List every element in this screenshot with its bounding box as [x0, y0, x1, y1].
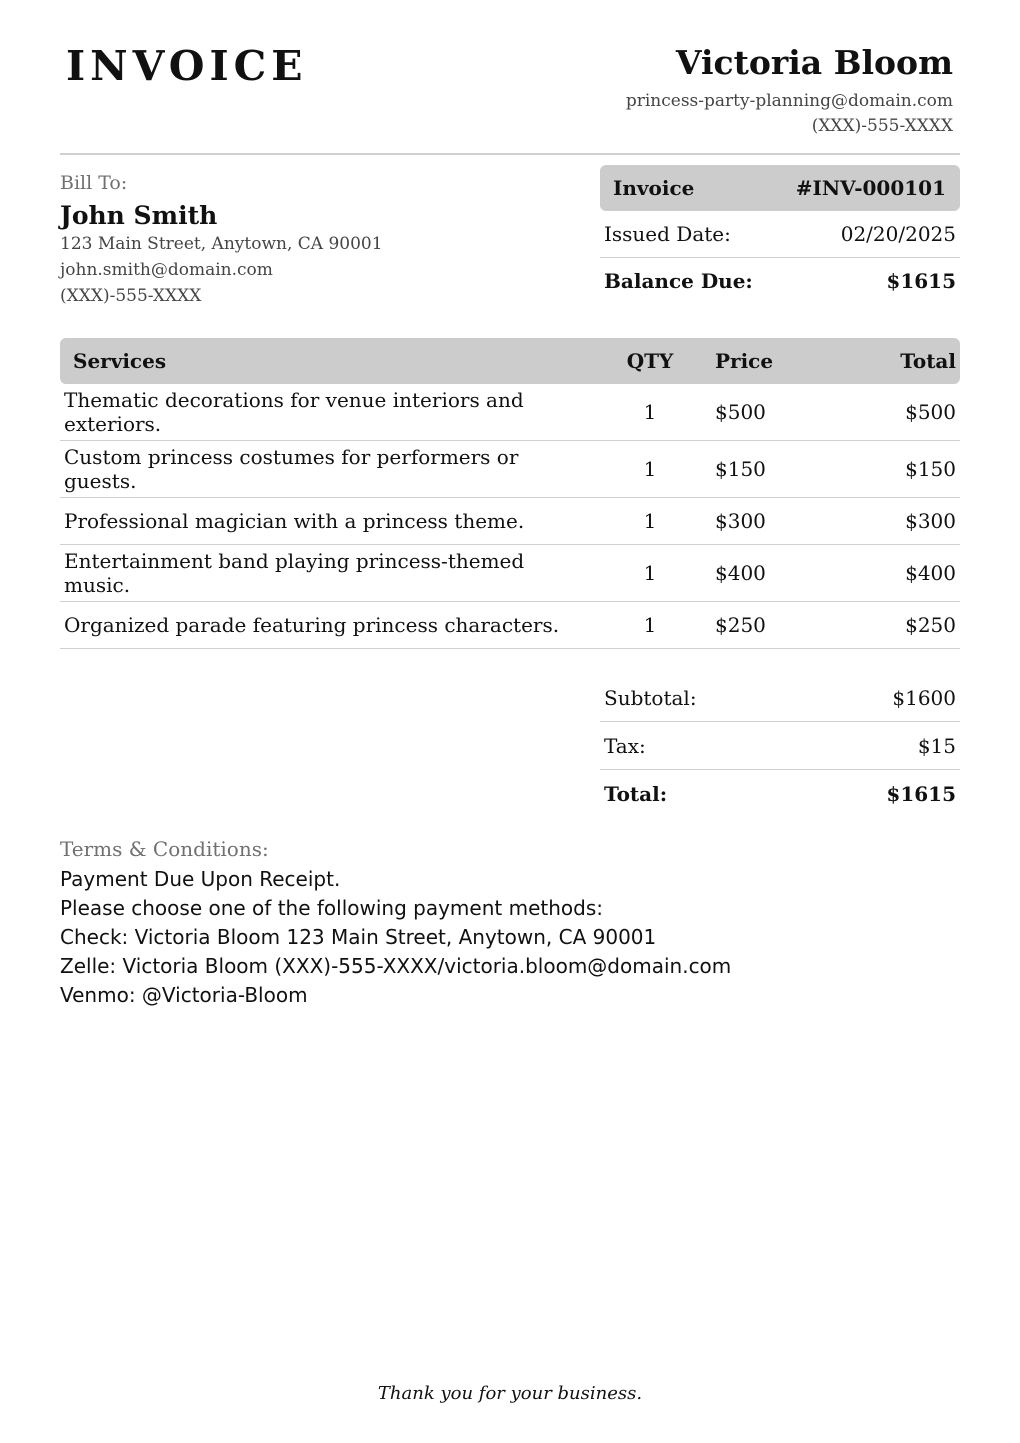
- balance-due-row: [600, 258, 960, 304]
- service-price: $400: [715, 561, 766, 585]
- service-qty: 1: [643, 509, 657, 533]
- service-qty: 1: [643, 457, 657, 481]
- terms-label: Terms & Conditions:: [60, 837, 269, 861]
- terms-line: Venmo: @Victoria-Bloom: [60, 983, 308, 1007]
- tax-label: Tax:: [604, 733, 646, 758]
- service-total: $300: [905, 509, 956, 533]
- table-row: [60, 441, 960, 498]
- balance-due-label: Balance Due:: [604, 269, 753, 293]
- bill-to-section: [60, 172, 560, 309]
- tax-row: [600, 722, 960, 770]
- header-price: Price: [715, 349, 774, 373]
- client-name: John Smith: [60, 201, 218, 230]
- services-table: [60, 338, 960, 649]
- company-info: [625, 43, 953, 139]
- client-phone: (XXX)-555-XXXX: [60, 286, 202, 306]
- thank-you-note: Thank you for your business.: [377, 1383, 643, 1404]
- subtotal-value: $1600: [892, 685, 956, 710]
- subtotal-row: [600, 674, 960, 722]
- invoice-title: INVOICE: [66, 42, 308, 90]
- terms-section: [60, 836, 960, 1010]
- services-table-header: [60, 338, 960, 384]
- invoice-number: #INV-000101: [795, 176, 946, 200]
- service-qty: 1: [643, 613, 657, 637]
- service-price: $250: [715, 613, 766, 637]
- service-total: $150: [905, 457, 956, 481]
- service-description: Thematic decorations for venue interiors and exteriors.: [64, 388, 524, 436]
- tax-value: $15: [917, 733, 956, 758]
- service-description: Entertainment band playing princess-themed music.: [64, 549, 525, 597]
- header-services: Services: [73, 349, 167, 373]
- company-name: Victoria Bloom: [675, 43, 953, 82]
- header-qty: QTY: [626, 349, 674, 373]
- service-total: $500: [905, 400, 956, 424]
- company-phone: (XXX)-555-XXXX: [811, 116, 953, 136]
- company-email: princess-party-planning@domain.com: [625, 91, 953, 111]
- invoice-meta: [600, 165, 960, 304]
- service-qty: 1: [643, 561, 657, 585]
- terms-line: Please choose one of the following payment methods:: [60, 896, 603, 920]
- issued-date-value: 02/20/2025: [840, 222, 956, 246]
- service-total: $250: [905, 613, 956, 637]
- invoice-number-header: [600, 165, 960, 211]
- invoice-page: [60, 0, 960, 1443]
- total-value: $1615: [886, 781, 956, 806]
- terms-line: Check: Victoria Bloom 123 Main Street, Anytown, CA 90001: [60, 925, 657, 949]
- totals-section: [600, 674, 960, 817]
- bill-to-label: Bill To:: [60, 172, 128, 194]
- subtotal-label: Subtotal:: [604, 685, 697, 710]
- total-row: [600, 770, 960, 817]
- service-price: $150: [715, 457, 766, 481]
- header-total: Total: [900, 349, 956, 373]
- total-label: Total:: [604, 781, 668, 806]
- terms-line: Zelle: Victoria Bloom (XXX)-555-XXXX/victoria.bloom@domain.com: [60, 954, 732, 978]
- service-description: Custom princess costumes for performers or guests.: [64, 445, 519, 493]
- header-divider: [60, 153, 960, 155]
- service-qty: 1: [643, 400, 657, 424]
- service-description: Professional magician with a princess theme.: [64, 509, 525, 533]
- table-row: [60, 384, 960, 441]
- service-price: $300: [715, 509, 766, 533]
- balance-due-value: $1615: [886, 269, 956, 293]
- client-email: john.smith@domain.com: [60, 260, 273, 280]
- service-price: $500: [715, 400, 766, 424]
- service-description: Organized parade featuring princess characters.: [64, 613, 560, 637]
- table-row: [60, 498, 960, 545]
- issued-date-row: [600, 211, 960, 258]
- issued-date-label: Issued Date:: [604, 222, 731, 246]
- invoice-label: Invoice: [613, 176, 695, 200]
- terms-line: Payment Due Upon Receipt.: [60, 867, 341, 891]
- table-row: [60, 545, 960, 602]
- table-row: [60, 602, 960, 649]
- service-total: $400: [905, 561, 956, 585]
- client-address: 123 Main Street, Anytown, CA 90001: [60, 234, 383, 254]
